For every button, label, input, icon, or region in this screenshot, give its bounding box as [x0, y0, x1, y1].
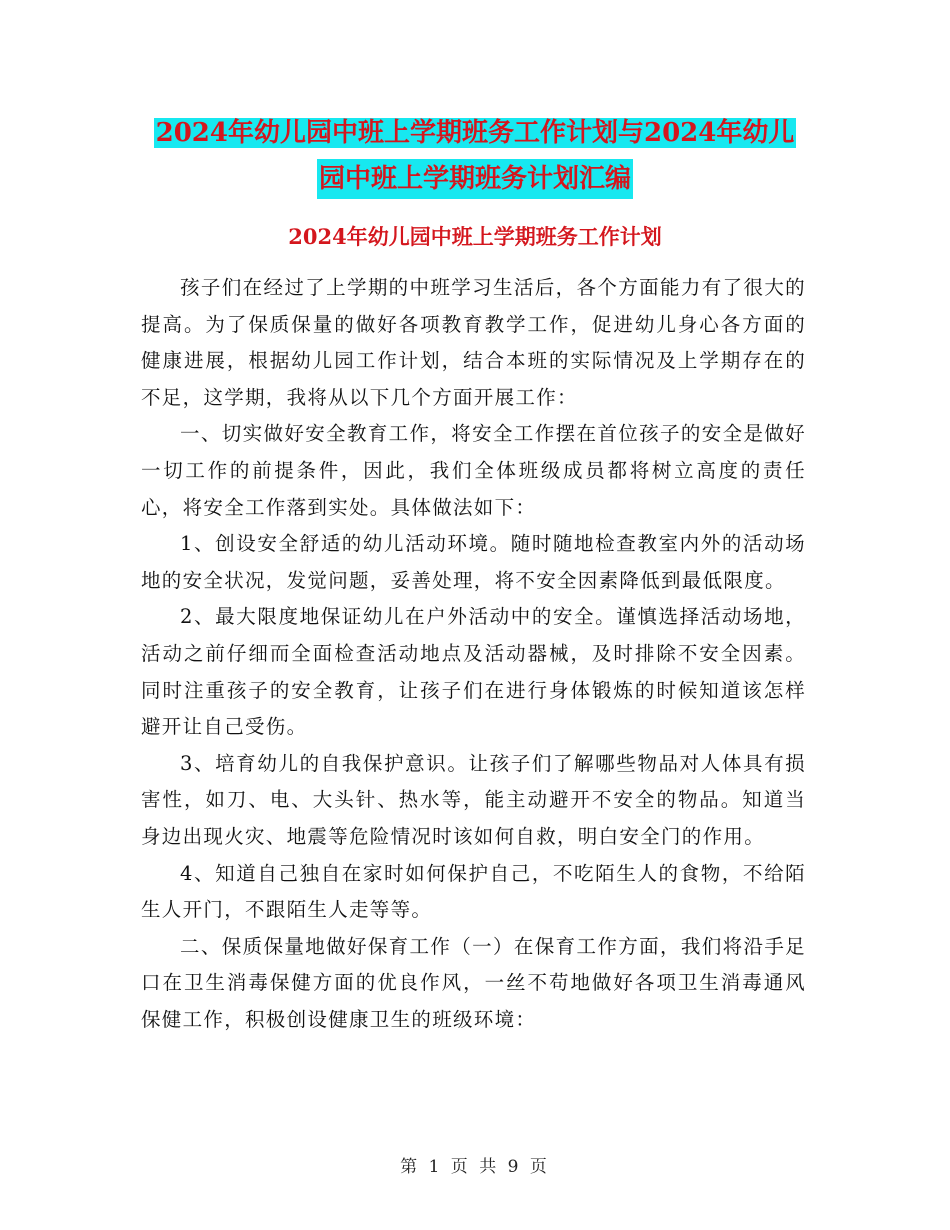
paragraph: 4、知道自己独自在家时如何保护自己，不吃陌生人的食物，不给陌生人开门，不跟陌生人走等等。: [141, 861, 806, 922]
section-title: 2024年幼儿园中班上学期班务工作计划: [288, 224, 662, 249]
paragraph: 3、培育幼儿的自我保护意识。让孩子们了解哪些物品对人体具有损害性，如刀、电、大头针、热水等，能主动避开不安全的物品。知道当身边出现火灾、地震等危险情况时该如何自救，明白安全门的作用。: [141, 751, 806, 848]
title-line-2: 园中班上学期班务计划汇编: [317, 159, 633, 199]
paragraph: 一、切实做好安全教育工作，将安全工作摆在首位孩子的安全是做好一切工作的前提条件，因此，我们全体班级成员都将树立高度的责任心，将安全工作落到实处。具体做法如下：: [141, 422, 806, 519]
document-title: [0, 113, 950, 199]
title-line-1: 2024年幼儿园中班上学期班务工作计划与2024年幼儿: [155, 118, 795, 148]
document-body: [141, 270, 806, 1038]
paragraph: 二、保质保量地做好保育工作（一）在保育工作方面，我们将沿手足口在卫生消毒保健方面的优良作风，一丝不苟地做好各项卫生消毒通风保健工作，积极创设健康卫生的班级环境：: [141, 934, 806, 1031]
paragraph: 1、创设安全舒适的幼儿活动环境。随时随地检查教室内外的活动场地的安全状况，发觉问题，妥善处理，将不安全因素降低到最低限度。: [141, 532, 806, 592]
paragraph: 孩子们在经过了上学期的中班学习生活后，各个方面能力有了很大的提高。为了保质保量的做好各项教育教学工作，促进幼儿身心各方面的健康进展，根据幼儿园工作计划，结合本班的实际情况及上学期存在的不足，这学期，我将从以下几个方面开展工作：: [141, 276, 806, 409]
page-footer: 第 1 页 共 9 页: [400, 1157, 550, 1177]
paragraph: 2、最大限度地保证幼儿在户外活动中的安全。谨慎选择活动场地，活动之前仔细而全面检查活动地点及活动器械，及时排除不安全因素。同时注重孩子的安全教育，让孩子们在进行身体锻炼的时候知道该怎样避开让自己受伤。: [141, 605, 806, 739]
